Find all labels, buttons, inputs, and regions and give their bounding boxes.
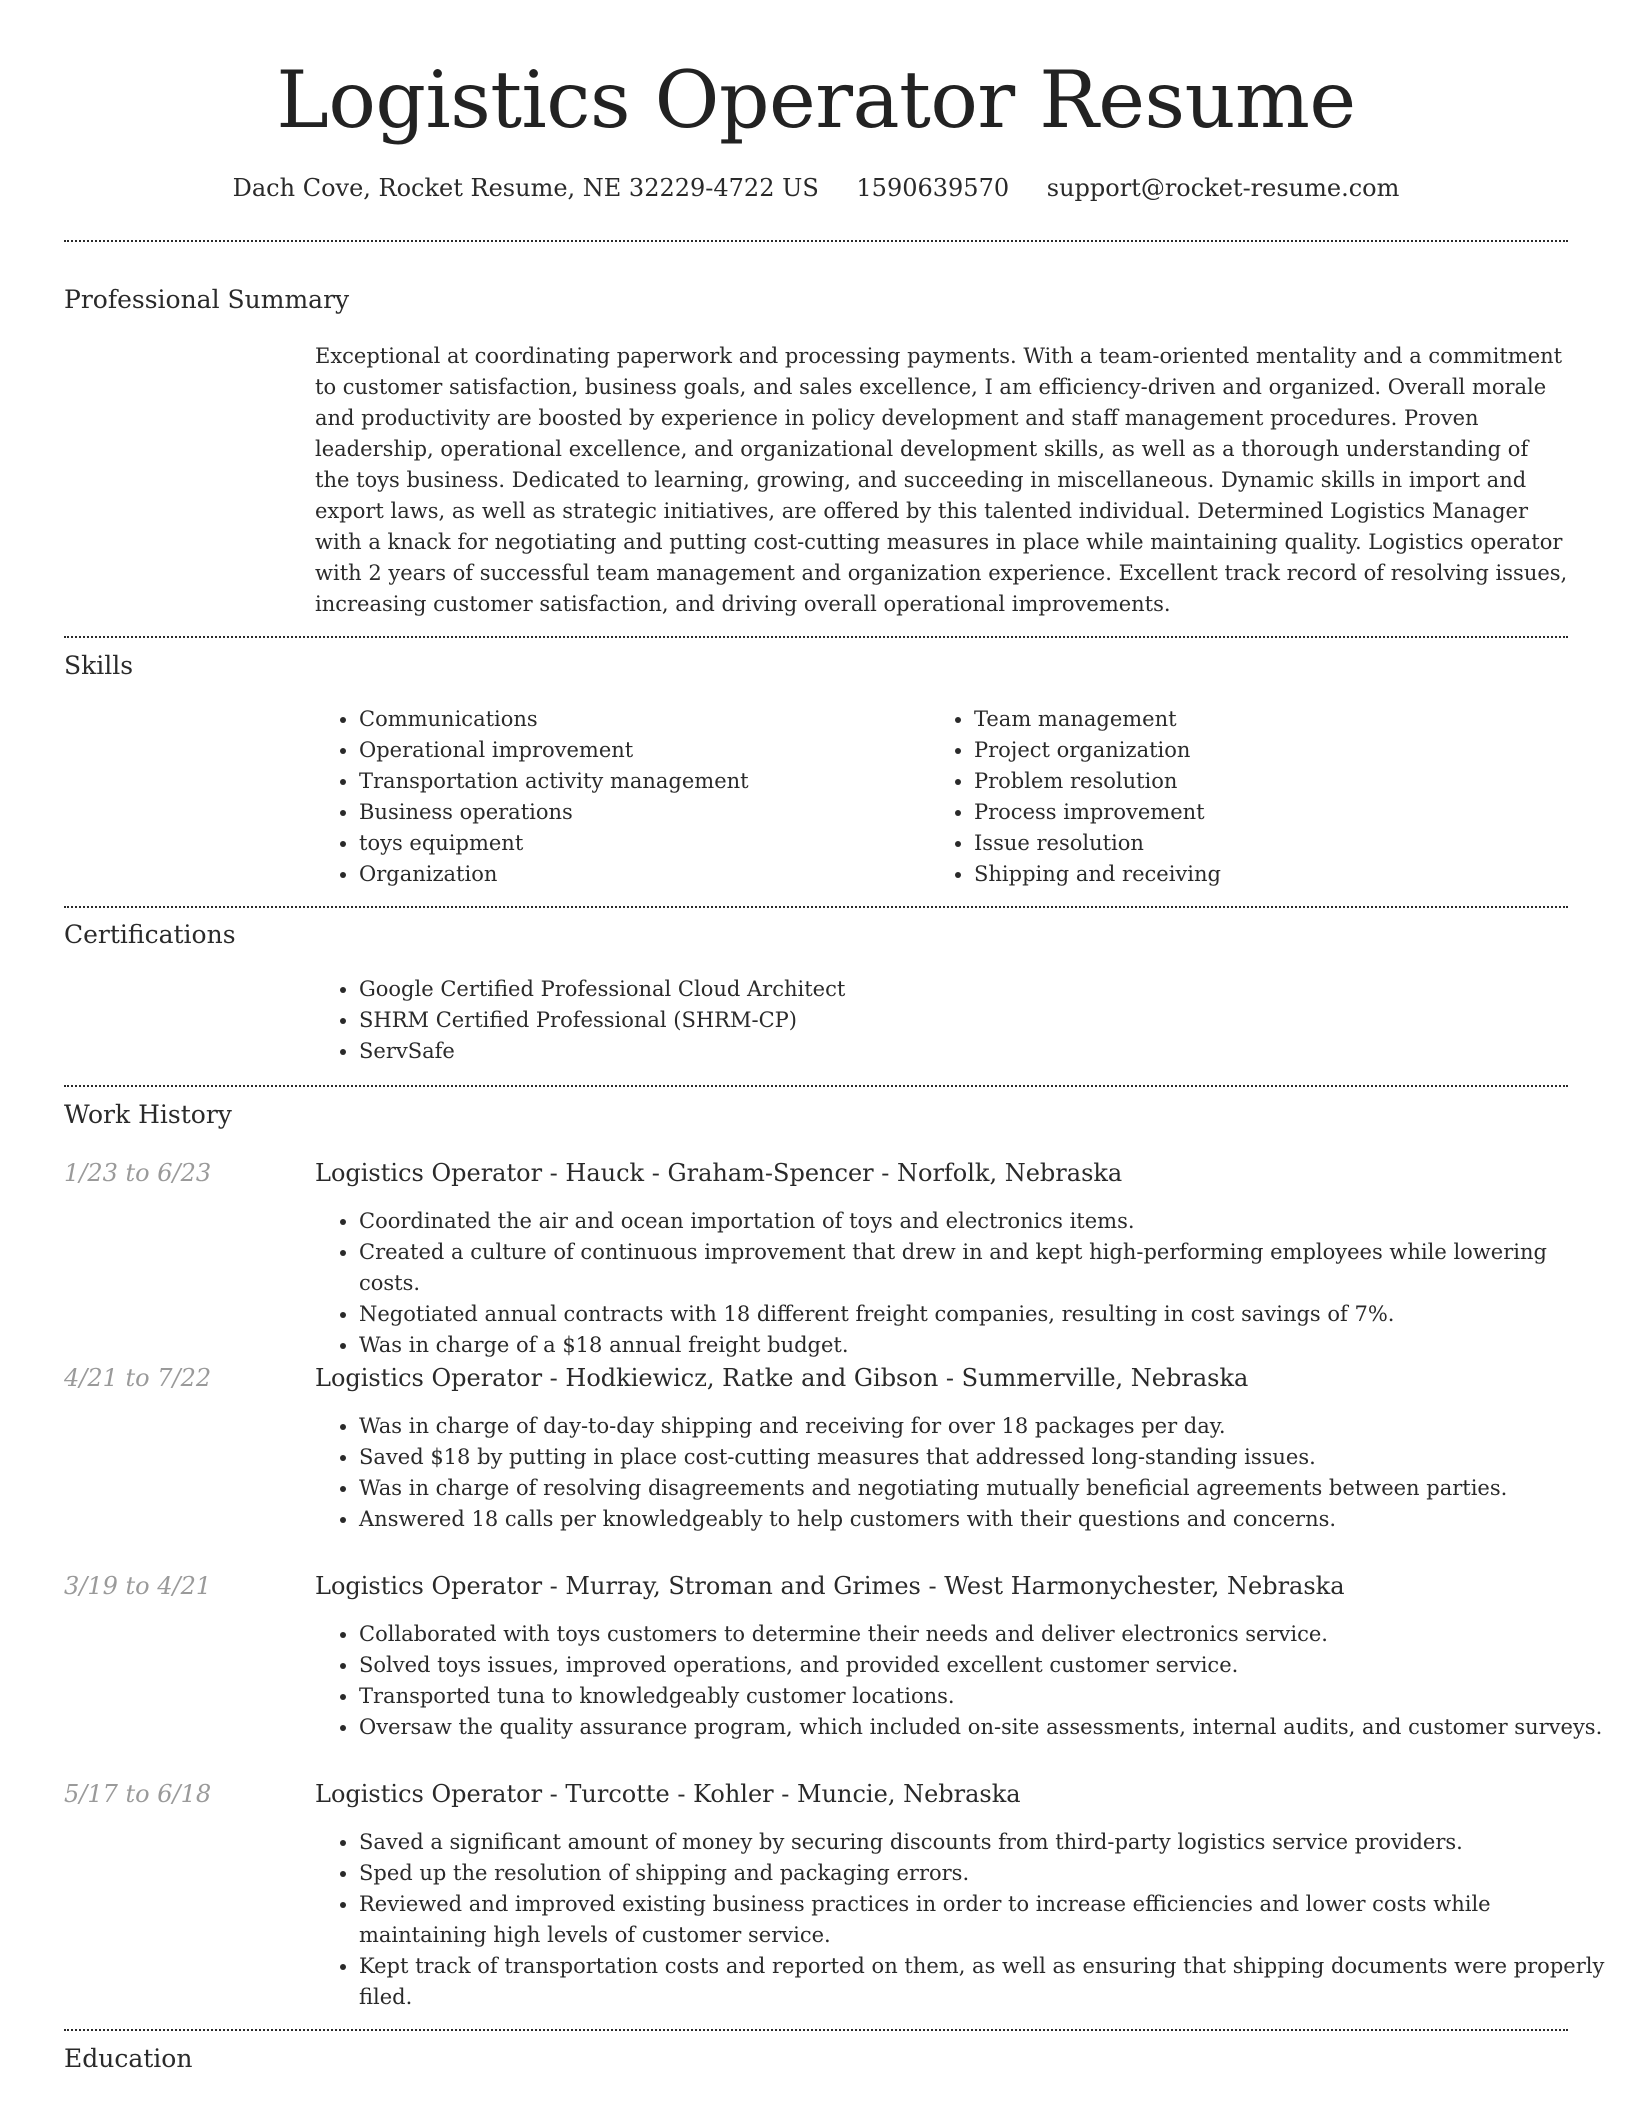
- contact-line: [0, 172, 1632, 204]
- job-bullet: • Collaborated with toys customers to determine their needs and deliver electronics service.: [359, 1619, 1612, 1650]
- section-divider: [64, 240, 1568, 242]
- job-bullets: [315, 1206, 1612, 1361]
- skill-item: • toys equipment: [359, 828, 919, 859]
- skill-item: • Communications: [359, 704, 919, 735]
- certification-item: • Google Certified Professional Cloud Architect: [359, 974, 1559, 1005]
- section-divider: [64, 2029, 1568, 2031]
- resume-title: Logistics Operator Resume: [276, 54, 1356, 146]
- certification-item: • SHRM Certified Professional (SHRM-CP): [359, 1005, 1559, 1036]
- job-bullet: • Sped up the resolution of shipping and packaging errors.: [359, 1858, 1612, 1889]
- contact-address: Dach Cove, Rocket Resume, NE 32229-4722 US: [232, 174, 819, 202]
- skills-list-right: [930, 704, 1574, 890]
- job-title: Logistics Operator - Hodkiewicz, Ratke and Gibson - Summerville, Nebraska: [315, 1364, 1249, 1392]
- skill-item: • Operational improvement: [359, 735, 919, 766]
- skill-item: • Team management: [974, 704, 1574, 735]
- skill-item: • Organization: [359, 859, 919, 890]
- job-bullets: [315, 1411, 1612, 1535]
- contact-phone: 1590639570: [856, 174, 1010, 202]
- job-dates: 3/19 to 4/21: [64, 1572, 212, 1600]
- job-bullet: • Transported tuna to knowledgeably customer locations.: [359, 1681, 1612, 1712]
- certification-item: • ServSafe: [359, 1036, 1559, 1067]
- skill-item: • Issue resolution: [974, 828, 1574, 859]
- skill-item: • Shipping and receiving: [974, 859, 1574, 890]
- summary-heading: Professional Summary: [64, 285, 350, 314]
- job-title: Logistics Operator - Murray, Stroman and Grimes - West Harmonychester, Nebraska: [315, 1572, 1345, 1600]
- job-dates: 5/17 to 6/18: [64, 1780, 212, 1808]
- job-dates: 4/21 to 7/22: [64, 1364, 212, 1392]
- job-bullet: • Saved a significant amount of money by securing discounts from third-party logistics service providers.: [359, 1827, 1612, 1858]
- job-bullet: • Kept track of transportation costs and reported on them, as well as ensuring that shipping documents were properly filed.: [359, 1951, 1612, 2013]
- job-bullet: • Created a culture of continuous improvement that drew in and kept high-performing employees while lowering costs.: [359, 1237, 1612, 1299]
- certifications-heading: Certifications: [64, 920, 236, 949]
- skill-item: • Transportation activity management: [359, 766, 919, 797]
- job-bullet: • Oversaw the quality assurance program, which included on-site assessments, internal audits, and customer surveys.: [359, 1712, 1612, 1743]
- summary-text: Exceptional at coordinating paperwork and processing payments. With a team-oriented mentality and a commitment to customer satisfaction, business goals, and sales excellence, I am efficiency-driven and organized. Overall morale and productivity are boosted by experience in policy development and staff management procedures. Proven leadership, operational excellence, and organizational development skills, as well as a thorough understanding of the toys business. Dedicated to learning, growing, and succeeding in miscellaneous. Dynamic skills in import and export laws, as well as strategic initiatives, are offered by this talented individual. Determined Logistics Manager with a knack for negotiating and putting cost-cutting measures in place while maintaining quality. Logistics operator with 2 years of successful team management and organization experience. Excellent track record of resolving issues, increasing customer satisfaction, and driving overall operational improvements.: [315, 344, 1568, 616]
- job-title: Logistics Operator - Hauck - Graham-Spencer - Norfolk, Nebraska: [315, 1159, 1123, 1187]
- job-bullet: • Was in charge of day-to-day shipping and receiving for over 18 packages per day.: [359, 1411, 1612, 1442]
- education-heading: Education: [64, 2044, 193, 2073]
- section-divider: [64, 906, 1568, 908]
- job-bullet: • Saved $18 by putting in place cost-cutting measures that addressed long-standing issues.: [359, 1442, 1612, 1473]
- job-bullet: • Was in charge of a $18 annual freight budget.: [359, 1330, 1612, 1361]
- job-bullet: • Coordinated the air and ocean importation of toys and electronics items.: [359, 1206, 1612, 1237]
- job-bullet: • Solved toys issues, improved operations, and provided excellent customer service.: [359, 1650, 1612, 1681]
- job-title: Logistics Operator - Turcotte - Kohler - Muncie, Nebraska: [315, 1780, 1021, 1808]
- skill-item: • Business operations: [359, 797, 919, 828]
- job-dates: 1/23 to 6/23: [64, 1159, 212, 1187]
- job-bullet: • Was in charge of resolving disagreements and negotiating mutually beneficial agreements between parties.: [359, 1473, 1612, 1504]
- section-divider: [64, 636, 1568, 638]
- skills-list-left: [315, 704, 919, 890]
- job-bullet: • Reviewed and improved existing business practices in order to increase efficiencies and lower costs while maintaining high levels of customer service.: [359, 1889, 1612, 1951]
- section-divider: [64, 1085, 1568, 1087]
- skill-item: • Project organization: [974, 735, 1574, 766]
- work-history-heading: Work History: [64, 1100, 232, 1129]
- skill-item: • Problem resolution: [974, 766, 1574, 797]
- skill-item: • Process improvement: [974, 797, 1574, 828]
- skills-heading: Skills: [64, 651, 134, 680]
- job-bullet: • Negotiated annual contracts with 18 different freight companies, resulting in cost savings of 7%.: [359, 1299, 1612, 1330]
- contact-email: support@rocket-resume.com: [1046, 174, 1400, 202]
- certifications-list: [315, 974, 1559, 1067]
- job-bullet: • Answered 18 calls per knowledgeably to help customers with their questions and concerns.: [359, 1504, 1612, 1535]
- job-bullets: [315, 1619, 1612, 1743]
- job-bullets: [315, 1827, 1612, 2013]
